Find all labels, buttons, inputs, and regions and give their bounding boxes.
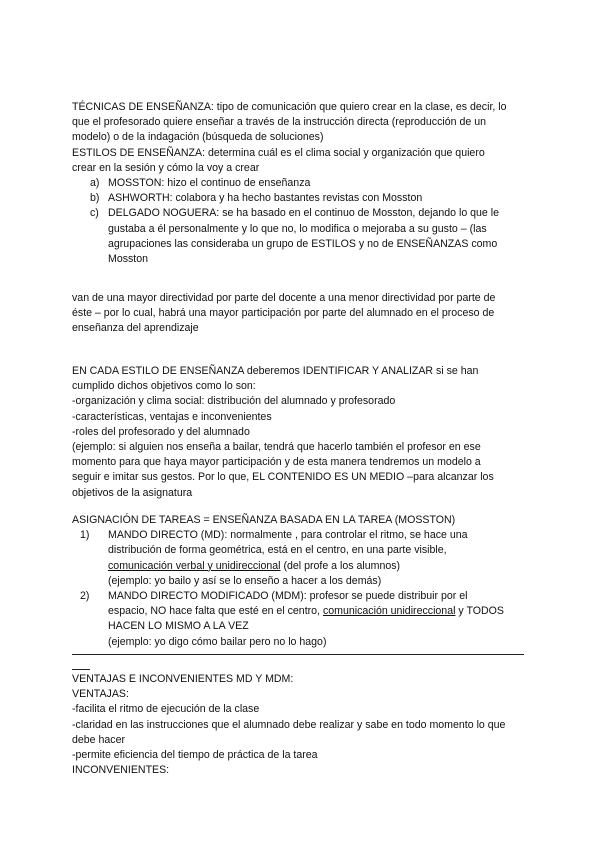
- list-item-text: (ejemplo: yo digo cómo bailar pero no lo hago): [108, 635, 327, 648]
- paragraph-line: momento para que haya mayor participación y de esta manera tendremos un modelo a: [72, 456, 481, 469]
- list-item-text: distribución de forma geométrica, está en el centro, en una parte visible,: [108, 544, 447, 557]
- advantages-section: [72, 672, 532, 778]
- list-item-mando-directo-modificado: [72, 589, 532, 650]
- list-item-text: MANDO DIRECTO MODIFICADO (MDM): profesor se puede distribuir por el: [108, 590, 468, 603]
- techniques-and-styles-section: [72, 100, 532, 267]
- list-item-text: Mosston: [108, 253, 149, 266]
- list-item-text: agrupaciones las consideraba un grupo de ESTILOS y no de ENSEÑANZAS como: [108, 237, 498, 250]
- inline-text: y TODOS: [455, 605, 504, 618]
- list-marker: c): [90, 207, 99, 220]
- paragraph-line: debe hacer: [72, 733, 126, 746]
- list-item-mando-directo: [72, 528, 532, 589]
- list-item-text: [108, 604, 532, 619]
- paragraph-line: que el profesorado quiere enseñar a través de la instrucción directa (reproducción de un: [72, 116, 486, 129]
- inline-text: espacio, NO hace falta que esté en el centro,: [108, 605, 323, 618]
- list-item-text: ASHWORTH: colabora y ha hecho bastantes revistas con Mosston: [108, 192, 423, 205]
- paragraph-line: -permite eficiencia del tiempo de práctica de la tarea: [72, 749, 318, 762]
- inline-text: (del profe a los alumnos): [280, 559, 401, 572]
- paragraph-line: cumplido dichos objetivos como lo son:: [72, 380, 256, 393]
- paragraph-line: ESTILOS DE ENSEÑANZA: determina cuál es el clima social y organización que quiero: [72, 146, 485, 159]
- paragraph-line: modelo) o de la indagación (búsqueda de soluciones): [72, 131, 324, 144]
- paragraph-line: EN CADA ESTILO DE ENSEÑANZA deberemos IDENTIFICAR Y ANALIZAR si se han: [72, 365, 479, 377]
- list-marker: b): [90, 192, 100, 205]
- paragraph-line: INCONVENIENTES:: [72, 764, 170, 777]
- directivity-paragraph: [72, 291, 532, 337]
- separator-line-tail: [72, 669, 90, 670]
- paragraph-line: enseñanza del aprendizaje: [72, 322, 199, 335]
- list-item-text: (ejemplo: yo bailo y así se lo enseño a hacer a los demás): [108, 574, 382, 587]
- paragraph-line: van de una mayor directividad por parte del docente a una menor directividad por parte de: [72, 292, 496, 304]
- paragraph-line: -claridad en las instrucciones que el alumnado debe realizar y sabe en todo momento lo que: [72, 718, 506, 731]
- list-item-text: MOSSTON: hizo el continuo de enseñanza: [108, 177, 311, 190]
- list-item-mosston: [72, 176, 532, 191]
- paragraph-line: VENTAJAS:: [72, 688, 129, 701]
- list-item-ashworth: [72, 191, 532, 206]
- list-marker: 2): [80, 590, 90, 603]
- task-assignment-section: [72, 513, 532, 650]
- paragraph-line: objetivos de la asignatura: [72, 486, 193, 499]
- list-marker: a): [90, 177, 100, 190]
- paragraph-line: -organización y clima social: distribución del alumnado y profesorado: [72, 395, 396, 408]
- list-item-delgado-noguera: [72, 206, 532, 267]
- section-heading: ASIGNACIÓN DE TAREAS = ENSEÑANZA BASADA EN LA TAREA (MOSSTON): [72, 514, 456, 526]
- paragraph-line: -características, ventajas e inconvenientes: [72, 410, 272, 423]
- paragraph-line: -roles del profesorado y del alumnado: [72, 425, 250, 438]
- paragraph-line: VENTAJAS E INCONVENIENTES MD Y MDM:: [72, 673, 294, 685]
- list-item-text: DELGADO NOGUERA: se ha basado en el continuo de Mosston, dejando lo que le: [108, 207, 500, 220]
- list-item-text: [108, 559, 532, 574]
- list-item-text: gustaba a él personalmente y lo que no, lo modifica o mejoraba a su gusto – (las: [108, 222, 487, 235]
- list-item-text: HACEN LO MISMO A LA VEZ: [108, 620, 249, 633]
- objectives-section: [72, 364, 532, 501]
- underlined-text: comunicación verbal y unidireccional: [108, 559, 281, 572]
- paragraph-line: éste – por lo cual, habrá una mayor participación por parte del alumnado en el proceso de: [72, 307, 495, 320]
- underlined-text: comunicación unidireccional: [322, 605, 456, 618]
- paragraph-line: (ejemplo: si alguien nos enseña a bailar, tendrá que hacerlo también el profesor en ese: [72, 441, 481, 454]
- separator-line: [72, 654, 524, 655]
- list-marker: 1): [80, 529, 90, 542]
- paragraph-line: TÉCNICAS DE ENSEÑANZA: tipo de comunicación que quiero crear en la clase, es decir, lo: [72, 101, 507, 113]
- paragraph-line: crear en la sesión y cómo la voy a crear: [72, 161, 260, 174]
- paragraph-line: -facilita el ritmo de ejecución de la clase: [72, 703, 260, 716]
- paragraph-line: seguir e imitar sus gestos. Por lo que, EL CONTENIDO ES UN MEDIO –para alcanzar los: [72, 471, 494, 484]
- list-item-text: MANDO DIRECTO (MD): normalmente , para controlar el ritmo, se hace una: [108, 529, 468, 542]
